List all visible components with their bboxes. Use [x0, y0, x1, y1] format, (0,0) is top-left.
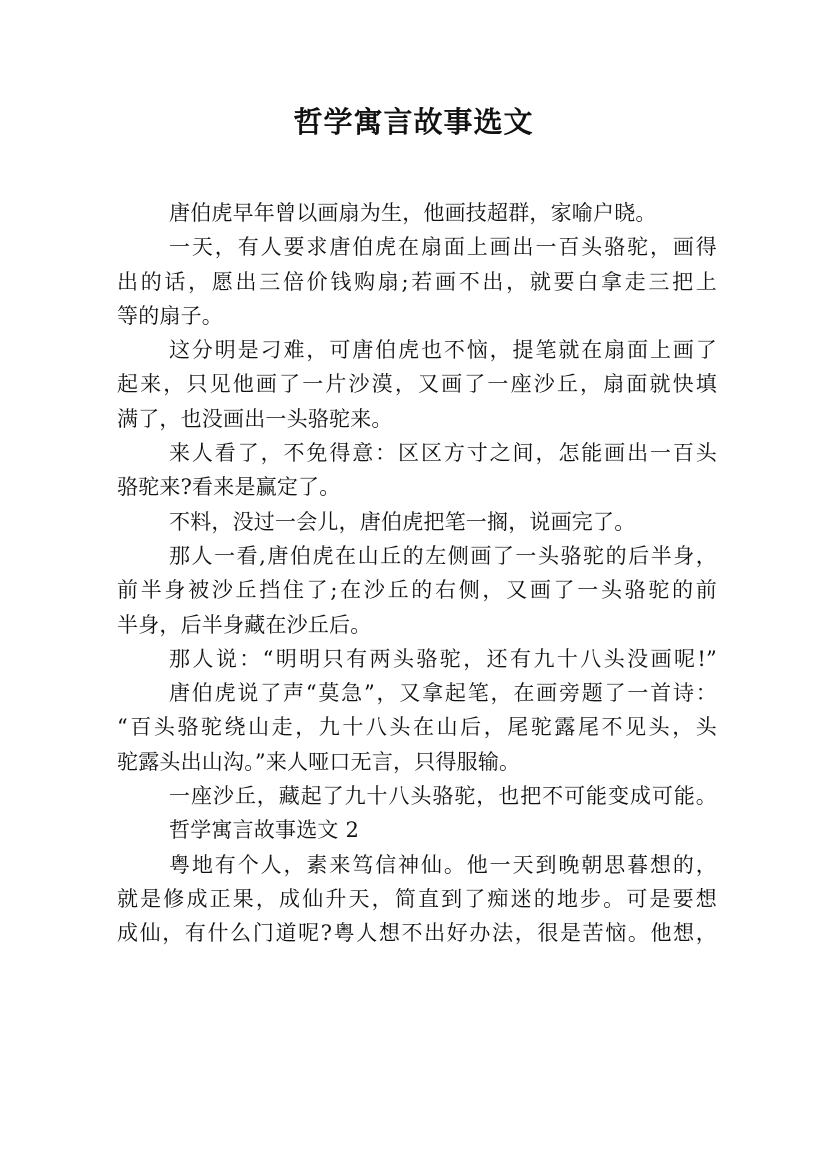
- text-line: 出的话，愿出三倍价钱购扇;若画不出，就要白拿走三把上: [117, 269, 717, 294]
- text-line: 半身，后半身藏在沙丘后。: [117, 612, 372, 637]
- document-body: [117, 196, 717, 951]
- text-line: 哲学寓言故事选文 2: [169, 818, 360, 843]
- text-line: 骆驼来?看来是赢定了。: [117, 475, 341, 500]
- text-line: 这分明是刁难，可唐伯虎也不恼，提笔就在扇面上画了: [169, 338, 717, 363]
- text-line: 起来，只见他画了一片沙漠，又画了一座沙丘，扇面就快填: [117, 372, 717, 397]
- text-line: 那人一看,唐伯虎在山丘的左侧画了一头骆驼的后半身，: [169, 543, 717, 568]
- text-line: 一天，有人要求唐伯虎在扇面上画出一百头骆驼，画得: [169, 235, 717, 260]
- text-line: 粤地有个人，素来笃信神仙。他一天到晚朝思暮想的，: [169, 852, 717, 877]
- text-line: 来人看了，不免得意：区区方寸之间，怎能画出一百头: [169, 441, 717, 466]
- text-line: 唐伯虎早年曾以画扇为生，他画技超群，家喻户晓。: [169, 201, 657, 225]
- text-line: 那人说：“明明只有两头骆驼，还有九十八头没画呢!”: [169, 646, 717, 671]
- text-line: 不料，没过一会儿，唐伯虎把笔一搁，说画完了。: [169, 509, 636, 534]
- text-line: 就是修成正果，成仙升天，简直到了痴迷的地步。可是要想: [117, 886, 717, 911]
- text-line: 驼露头出山沟。”来人哑口无言，只得服输。: [117, 749, 521, 774]
- text-line: 唐伯虎说了声“莫急”，又拿起笔，在画旁题了一首诗：: [169, 681, 717, 706]
- text-line: 成仙，有什么门道呢?粤人想不出好办法，很是苦恼。他想，: [117, 921, 717, 946]
- text-line: 一座沙丘，藏起了九十八头骆驼，也把不可能变成可能。: [169, 784, 717, 809]
- text-line: “百头骆驼绕山走，九十八头在山后，尾驼露尾不见头，头: [117, 715, 717, 740]
- text-line: 等的扇子。: [117, 303, 223, 328]
- text-line: 前半身被沙丘挡住了;在沙丘的右侧，又画了一头骆驼的前: [117, 578, 717, 603]
- text-line: 满了，也没画出一头骆驼来。: [117, 406, 393, 431]
- document-title: 哲学寓言故事选文: [293, 105, 534, 139]
